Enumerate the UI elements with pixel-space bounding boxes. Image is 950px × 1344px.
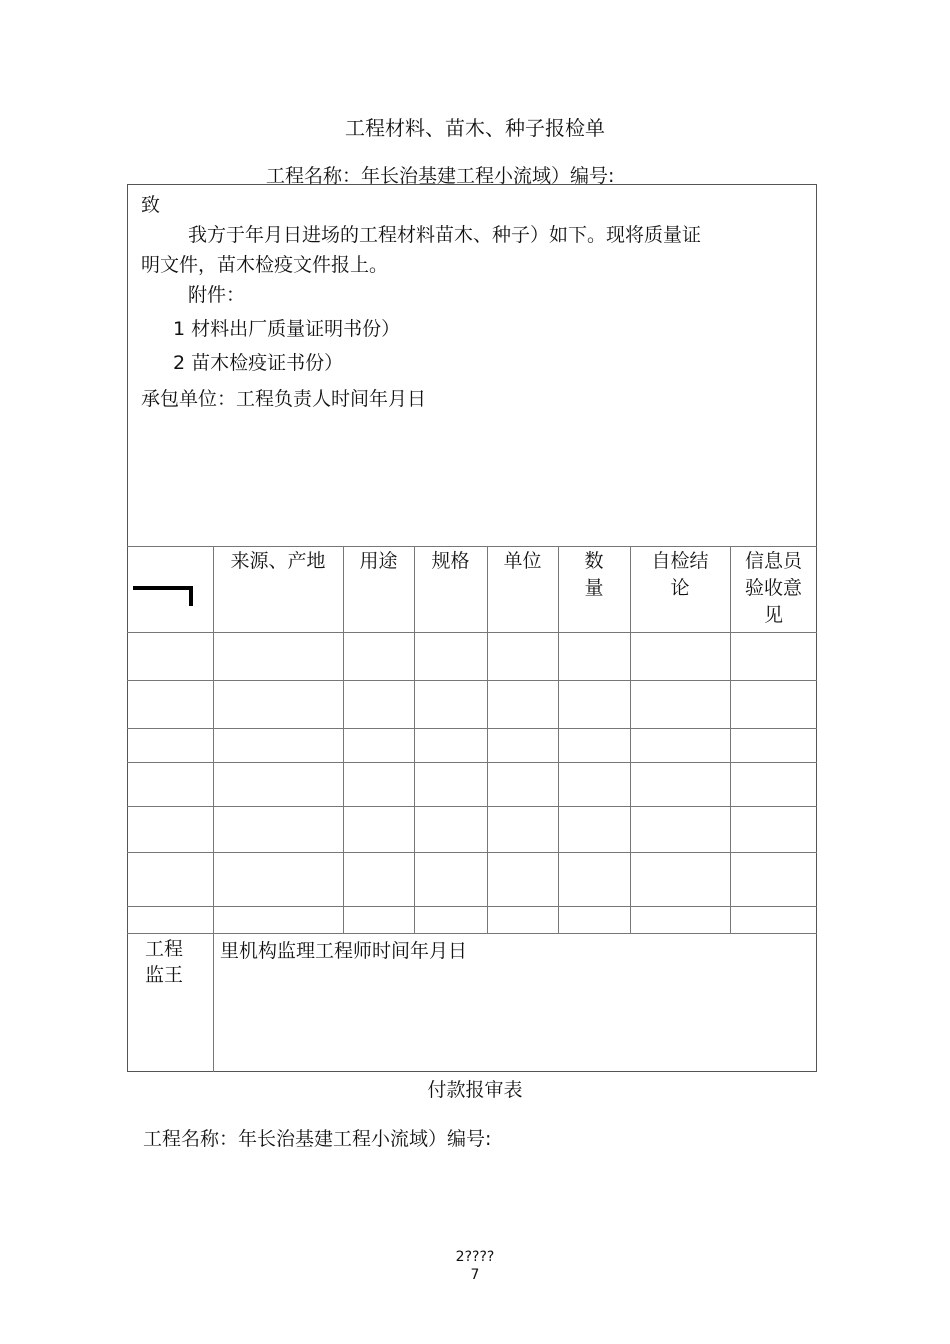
project-name-line: 工程名称：年长治基建工程小流域）编号: [266, 165, 615, 187]
attachment-2: 2 苗木检疫证书份） [173, 352, 344, 374]
grid-line [127, 852, 817, 853]
grid-line [127, 680, 817, 681]
attachment-label: 附件： [188, 284, 246, 306]
grid-line [127, 728, 817, 729]
header-source: 来源、产地 [230, 550, 326, 572]
header-self-check: 自检结 论 [651, 550, 709, 599]
statement-line-2: 明文件，苗木检疫文件报上。 [141, 254, 389, 276]
addressee: 致 [141, 194, 161, 216]
supervisor-signature-line: 里机构监理工程师时间年月日 [220, 940, 468, 962]
grid-line [127, 632, 817, 633]
payment-project-line: 工程名称：年长治基建工程小流域）编号: [143, 1128, 492, 1150]
footer-line-2: 7 [470, 1267, 480, 1283]
contractor-signature-line: 承包单位：工程负责人时间年月日 [141, 388, 427, 410]
corner-bracket-mark [133, 586, 193, 606]
grid-line [127, 762, 817, 763]
attachment-1: 1 材料出厂质量证明书份） [173, 318, 401, 340]
grid-line [127, 806, 817, 807]
grid-line [127, 906, 817, 907]
grid-line [127, 933, 817, 934]
header-acceptance: 信息员 验收意 见 [744, 550, 802, 626]
footer-line-1: 2???? [455, 1249, 495, 1265]
supervisor-label: 工程 监王 [144, 938, 183, 986]
header-unit: 单位 [503, 550, 542, 572]
header-usage: 用途 [359, 550, 398, 572]
page-footer [0, 1248, 950, 1284]
statement-line-1: 我方于年月日进场的工程材料苗木、种子）如下。现将质量证 [188, 224, 702, 246]
form-title: 工程材料、苗木、种子报检单 [345, 116, 605, 140]
payment-form-title: 付款报审表 [427, 1079, 523, 1101]
header-spec: 规格 [431, 550, 470, 572]
header-quantity: 数 量 [584, 550, 604, 599]
form-intro [141, 190, 801, 414]
